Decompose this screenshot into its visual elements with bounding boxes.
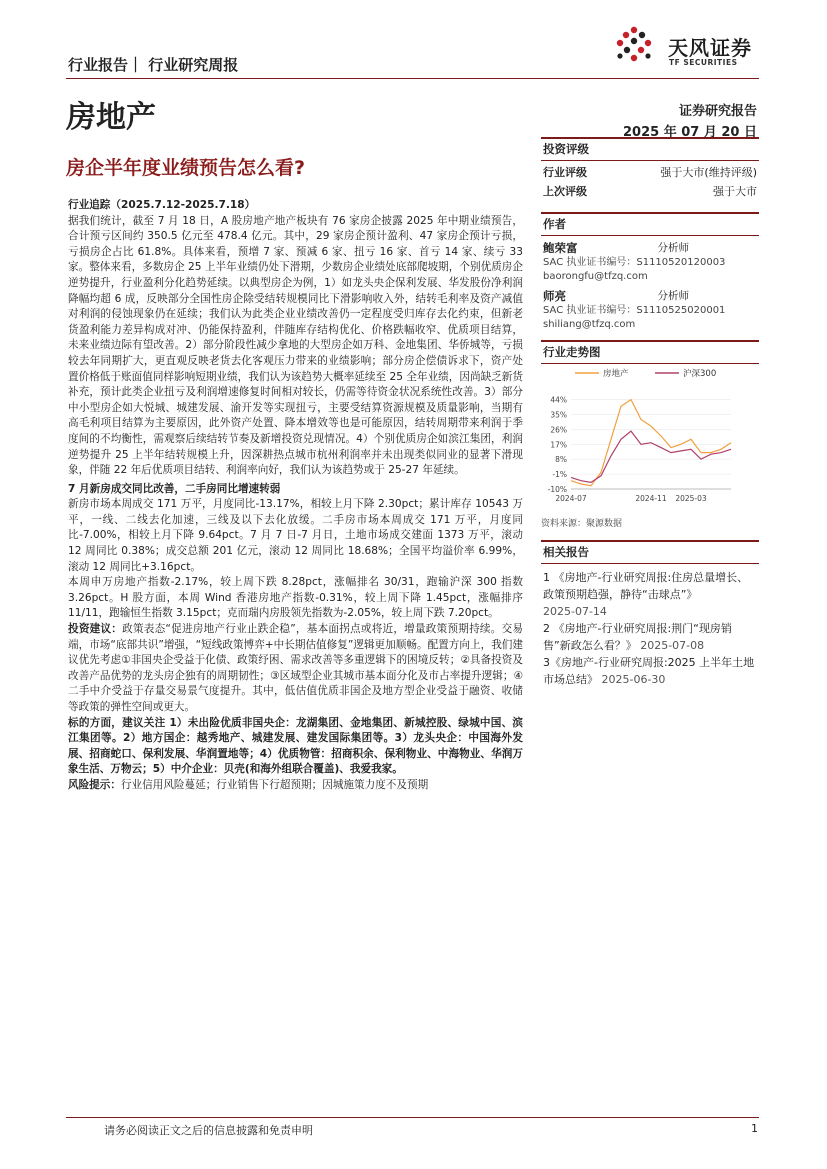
analyst-cert: SAC 执业证书编号：S1110525020001 bbox=[543, 305, 726, 316]
paragraph-targets: 标的方面，建议关注 1）未出险优质非国央企：龙湖集团、金地集团、新城控股、绿城中国、滨江集团等。2）地方国企：越秀地产、城建发展、建发国际集团等。3）龙头央企：中国海外发展、招商蛇口、保利发展、华润置地等；4）优质物管：招商积余、保利物业、中海物业、华润万象生活、万物云；5）中介企业：贝壳(和海外组联合覆盖)、我爱我家。 bbox=[68, 716, 523, 776]
y-tick-label: -10% bbox=[547, 485, 567, 494]
page-number: 1 bbox=[751, 1122, 758, 1135]
y-tick-label: -1% bbox=[552, 470, 567, 480]
series-line bbox=[571, 431, 731, 482]
related-title: 相关报告 bbox=[541, 540, 759, 564]
y-tick-label: 35% bbox=[550, 410, 567, 420]
trend-chart bbox=[541, 361, 759, 511]
industry-rating-value: 强于大市(维持评级) bbox=[660, 166, 757, 179]
trend-title: 行业走势图 bbox=[541, 340, 759, 364]
analyst-2 bbox=[541, 284, 759, 332]
rating-panel bbox=[541, 137, 759, 199]
risk-label: 风险提示： bbox=[68, 778, 121, 791]
industry-rating-row bbox=[541, 161, 759, 180]
last-rating-label: 上次评级 bbox=[543, 185, 587, 198]
analyst-1 bbox=[541, 236, 759, 284]
x-tick-label: 2024-07 bbox=[555, 494, 587, 503]
related-list bbox=[541, 564, 759, 688]
analyst-role: 分析师 bbox=[657, 242, 689, 254]
x-tick-label: 2024-11 bbox=[635, 494, 667, 503]
footer-disclaimer[interactable]: 请务必阅读正文之后的信息披露和免责申明 bbox=[104, 1124, 313, 1137]
last-rating-row bbox=[541, 180, 759, 199]
y-tick-label: 8% bbox=[555, 455, 567, 465]
logo-text-cn: 天风证券 bbox=[668, 36, 752, 60]
report-kind: 证券研究报告 bbox=[678, 104, 757, 119]
report-type: 行业报告｜ 行业研究周报 bbox=[68, 56, 239, 74]
paragraph-tracking: 据我们统计，截至 7 月 18 日，A 股房地产地产板块有 76 家房企披露 2025 年中期业绩预告，合计预亏区间约 350.5 亿元至 478.4 亿元。其中，29 家房企预计盈利、47 家房企预计亏损，亏损房企占比 61.8%。具体来看，预增 7 家、预减 6 家、扭亏 16 家、首亏 14 家、续亏 33 家。整体来看，多数房企 25 上半年业绩仍处下滑期，少数房企业绩处底部爬坡期，个别优质房企逆势提升，行业盈利分化趋势延续。以典型房企为例，1）如龙头央企保利发展、华发股份净利润降幅均超 6 成，反映部分全国性房企除受结转规模同比下滑影响收入外，结转毛利率及资产减值对利润的侵蚀现象仍在延续；我们认为此类企业业绩改善仍一定程度受归库存去化约束，但新老货盈利能力差异构成对冲、仍能保持盈利，伴随库存结构优化、价格跌幅收窄、优质项目结算，未来业绩边际有望改善。2）部分阶段性减少拿地的大型房企如万科、金地集团、华侨城等，亏损较去年同期扩大，更直观反映老货去化客观压力带来的业绩影响；部分房企偿债诉求下，资产处置价格低于账面值同样影响短期业绩，我们认为该趋势大概率延续至 25 全年业绩，因尚缺乏新货补充，预计此类企业扭亏及利润增速修复时间相对较长，仍需等待资金状况系统性改善。3）部分中小型房企如大悦城、城建发展、渝开发等实现扭亏，主要受结算资源规模及质量影响，当期有高毛利项目结算为主要原因，此外资产处置、降本增效等也是可能原因，结转周期带来利润于季度间的不均衡性，需观察后续结转节奏及新增投资兑现情况。4）个别优质房企如滨江集团，利润逆势提升 25 上半年结转规模上升，因深耕热点城市杭州利润率并未出现类似同业的显著下滑现象，伴随 22 年后优质项目结转、利润率向好，我们认为该趋势或于 25-27 年延续。 bbox=[68, 214, 523, 477]
report-title: 房企半年度业绩预告怎么看? bbox=[66, 157, 306, 179]
y-tick-label: 44% bbox=[550, 395, 567, 405]
rating-title: 投资评级 bbox=[541, 137, 759, 161]
related-date: 2025-06-30 bbox=[601, 673, 666, 686]
related-date: 2025-07-08 bbox=[640, 639, 705, 652]
legend-label: 房地产 bbox=[603, 369, 629, 379]
section-heading-market: 7 月新房成交同比改善，二手房同比增速转弱 bbox=[68, 482, 281, 495]
chart-source: 资料来源：聚源数据 bbox=[541, 519, 623, 529]
paragraph-index: 本周申万房地产指数-2.17%，较上周下跌 8.28pct，涨幅排名 30/31，跑输沪深 300 指数 3.26pct。H 股方面，本周 Wind 香港房地产指数-0.31%，较上周下降 1.45pct，涨幅排序 11/11，跑输恒生指数 3.15pct；克而瑞内房股领先指数为-2.05%，较上周下跌 7.20pct。 bbox=[68, 576, 523, 620]
paragraph-risk bbox=[68, 778, 523, 794]
analyst-role: 分析师 bbox=[657, 290, 689, 302]
authors-title: 作者 bbox=[541, 212, 759, 236]
paragraph-market: 新房市场本周成交 171 万平，月度同比-13.17%，相较上月下降 2.30pct；累计库存 10543 万平，一线、二线去化加速，三线及以下去化放缓。二手房市场本周成交 171 万平，月度同比-7.00%，相较上月下降 9.64pct。7 月 7 日-7 月日，土地市场成交建面 1373 万平，滚动 12 周同比 0.38%；成交总额 201 亿元，滚动 12 周同比 18.68%；全国平均溢价率 6.99%，滚动 12 周同比+3.16pct。 bbox=[68, 498, 523, 573]
authors-panel bbox=[541, 212, 759, 332]
related-panel bbox=[541, 540, 759, 688]
related-date: 2025-07-14 bbox=[543, 605, 607, 618]
advice-text: 政策表态“促进房地产行业止跌企稳”，基本面拐点或将近，增量政策预期持续。交易端，市场“底部共识”增强，“短线政策博弈+中长期估值修复”逻辑更加顺畅。配置方向上，我们建议优先考虑①非国央企受益于化债、政策纾困、需求改善等多重逻辑下的困境反转；②具备投资及改善产品优势的龙头房企独有的周期韧性；③区域型企业其城市基本面分化及市占率提升逻辑；④二手中介受益于存量交易景气度提升。其中，低估值优质非国企及地方型企业受益于融资、收储等政策的弹性空间或更大。 bbox=[68, 623, 523, 713]
footer-divider bbox=[66, 1117, 759, 1118]
legend-label: 沪深300 bbox=[683, 369, 717, 379]
x-tick-label: 2025-03 bbox=[675, 494, 707, 503]
report-date: 2025 年 07 月 20 日 bbox=[623, 125, 757, 140]
header-divider bbox=[66, 78, 759, 79]
paragraph-advice bbox=[68, 622, 523, 716]
analyst-cert: SAC 执业证书编号：S1110520120003 bbox=[543, 257, 726, 268]
last-rating-value: 强于大市 bbox=[713, 185, 757, 198]
analyst-name: 师亮 bbox=[543, 289, 566, 303]
related-item[interactable]: 2 《房地产-行业研究周报:荆门“现房销售”新政怎么看？》 2025-07-08 bbox=[543, 622, 732, 652]
y-tick-label: 17% bbox=[550, 440, 567, 450]
section-heading-tracking: 行业追踪（2025.7.12-2025.7.18） bbox=[68, 199, 256, 211]
analyst-name: 鲍荣富 bbox=[543, 241, 578, 255]
analyst-email[interactable]: baorongfu@tfzq.com bbox=[543, 271, 648, 282]
related-item[interactable]: 1 《房地产-行业研究周报:住房总量增长、政策预期趋强，静待“击球点”》 2025-07-14 bbox=[543, 569, 759, 620]
risk-text: 行业信用风险蔓延；行业销售下行超预期；因城施策力度不及预期 bbox=[120, 778, 429, 791]
analyst-email[interactable]: shiliang@tfzq.com bbox=[543, 319, 636, 330]
logo-text-en: TF SECURITIES bbox=[669, 58, 738, 67]
advice-label: 投资建议： bbox=[68, 623, 123, 636]
related-item[interactable]: 3《房地产-行业研究周报:2025 上半年土地市场总结》 2025-06-30 bbox=[543, 656, 755, 686]
report-body bbox=[68, 198, 523, 794]
y-tick-label: 26% bbox=[550, 425, 567, 435]
industry-heading: 房地产 bbox=[66, 100, 156, 135]
industry-rating-label: 行业评级 bbox=[543, 166, 587, 179]
